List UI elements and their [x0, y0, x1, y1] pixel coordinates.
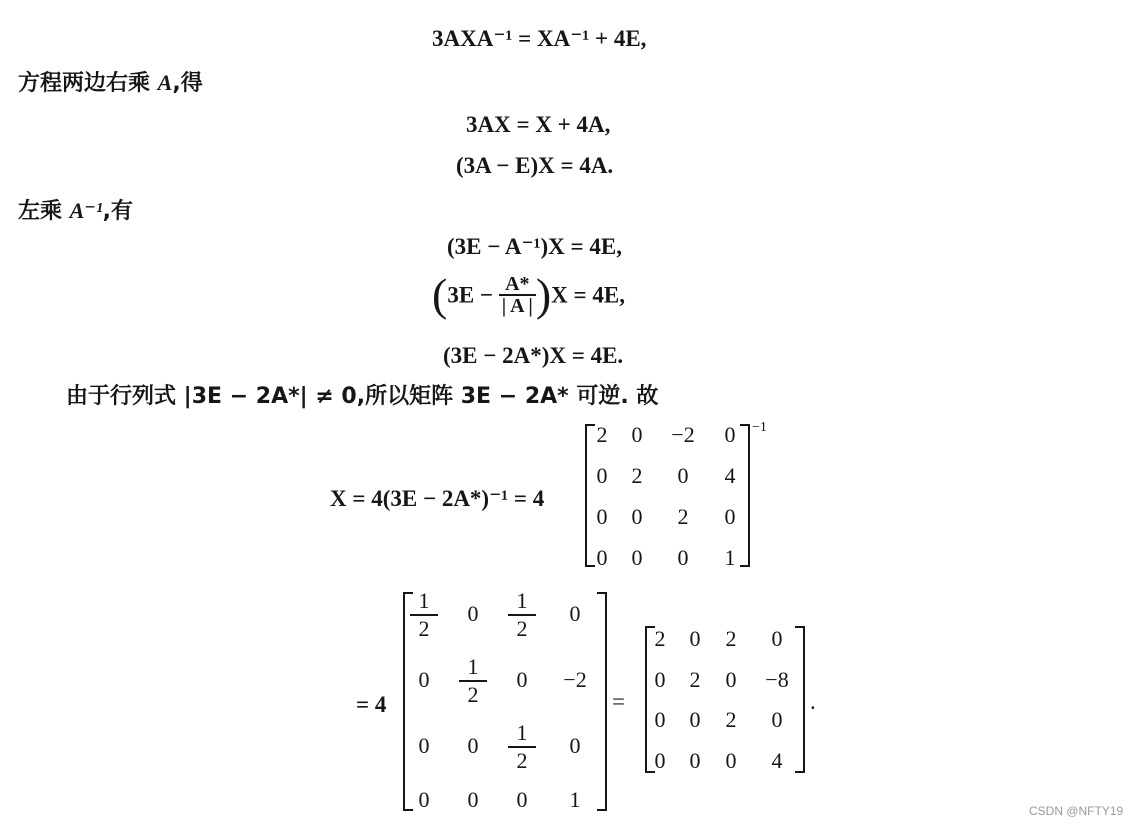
matrix-cell: −2: [671, 422, 695, 447]
fraction-numerator: 1: [516, 588, 528, 613]
matrix-cell: 0: [516, 787, 528, 812]
matrix-cell: 2: [631, 463, 643, 488]
matrix-fraction: [410, 590, 438, 640]
matrix-cell: 0: [654, 707, 666, 732]
matrix-cell: 0: [569, 601, 581, 626]
text2-suffix: ,有: [102, 199, 133, 224]
matrix-cell: −8: [765, 667, 789, 692]
equation-1-text: 3AXA⁻¹ = XA⁻¹ + 4E,: [432, 26, 647, 51]
matrix-cell: 0: [654, 748, 666, 773]
fraction-numerator: 1: [467, 654, 479, 679]
fraction-numerator: 1: [418, 588, 430, 613]
matrix-cell: 0: [631, 504, 643, 529]
matrix-1-exponent: [752, 420, 767, 436]
text-invertible: [66, 386, 658, 408]
matrix-cell: 0: [418, 787, 430, 812]
fraction-numerator: A*: [505, 273, 530, 295]
fraction-denominator: | A |: [499, 294, 536, 316]
matrix-cell: 0: [516, 667, 528, 692]
matrix-cell: 0: [654, 667, 666, 692]
matrix-cell: 0: [725, 748, 737, 773]
matrix-cell: 0: [596, 504, 608, 529]
matrix-fraction: [508, 590, 536, 640]
equation-4-text: (3E − A⁻¹)X = 4E,: [447, 234, 622, 259]
text1-suffix: ,得: [172, 71, 203, 96]
equation-7-text: X = 4(3E − 2A*)⁻¹ = 4: [330, 486, 545, 511]
equation-7-lhs: [330, 487, 544, 510]
text-right-multiply: [18, 72, 203, 95]
close-paren: ): [535, 269, 552, 320]
equation-8-mid: [612, 690, 625, 713]
equation-8-equals: =: [612, 689, 625, 714]
matrix-cell: 2: [654, 626, 666, 651]
equation-2: [466, 113, 610, 136]
matrix-cell: 0: [724, 422, 736, 447]
matrix-2-right-bracket: [597, 592, 607, 811]
equation-3: [456, 154, 613, 177]
equation-1: [432, 27, 646, 50]
matrix-cell: 2: [725, 707, 737, 732]
matrix-fraction: [508, 722, 536, 772]
fraction-denominator: 2: [410, 614, 438, 640]
matrix-cell: 0: [418, 667, 430, 692]
matrix-cell: 0: [724, 504, 736, 529]
matrix-cell: 1: [724, 545, 736, 570]
matrix-1: [585, 422, 750, 570]
matrix-cell: 2: [596, 422, 608, 447]
text3-content: 由于行列式 |3E − 2A*| ≠ 0,所以矩阵 3E − 2A* 可逆. 故: [66, 384, 659, 409]
matrix-cell: 0: [725, 667, 737, 692]
matrix-cell: 0: [467, 733, 479, 758]
matrix-cell: 0: [418, 733, 430, 758]
matrix-cell: 1: [569, 787, 581, 812]
matrix-cell: 0: [631, 545, 643, 570]
watermark: [1029, 804, 1123, 818]
text1-prefix: 方程两边右乘: [18, 71, 158, 96]
matrix-cell: 0: [467, 601, 479, 626]
text2-prefix: 左乘: [18, 199, 70, 224]
equation-6: [443, 344, 623, 367]
matrix-3: [645, 626, 805, 773]
equation-6-text: (3E − 2A*)X = 4E.: [443, 343, 624, 368]
matrix-cell: 0: [569, 733, 581, 758]
matrix-2: [403, 588, 607, 812]
equation-5: [432, 269, 625, 320]
equation-8-text: = 4: [356, 692, 387, 717]
matrix-cell: 0: [677, 545, 689, 570]
matrix-cell: 4: [771, 748, 783, 773]
equation-5-left: 3E −: [447, 282, 494, 308]
fraction-denominator: 2: [459, 680, 487, 706]
equation-8-end: [810, 690, 816, 713]
matrix-cell: 2: [689, 667, 701, 692]
matrix-cell: 0: [596, 545, 608, 570]
matrix-cell: 0: [771, 707, 783, 732]
matrix-cell: −2: [563, 667, 587, 692]
watermark-text: CSDN @NFTY19: [1029, 804, 1124, 818]
matrix-cell: 4: [724, 463, 736, 488]
matrix-cell: 2: [725, 626, 737, 651]
equation-5-right: X = 4E,: [551, 282, 625, 308]
equation-8-lhs: [356, 693, 386, 716]
equation-4: [447, 235, 622, 258]
equation-3-text: (3A − E)X = 4A.: [456, 153, 614, 178]
matrix-cell: 0: [771, 626, 783, 651]
matrix-cell: 2: [677, 504, 689, 529]
fraction-adj-over-det: [499, 274, 536, 316]
matrix-cell: 0: [596, 463, 608, 488]
matrix-cell: 0: [467, 787, 479, 812]
text2-var: A⁻¹: [69, 198, 103, 223]
text-left-multiply: [18, 200, 133, 223]
fraction-numerator: 1: [516, 720, 528, 745]
matrix-cell: 0: [689, 707, 701, 732]
open-paren: (: [432, 269, 448, 320]
text1-var: A: [157, 70, 173, 95]
matrix-cell: 0: [689, 626, 701, 651]
fraction-denominator: 2: [508, 746, 536, 772]
equation-8-period: .: [810, 689, 816, 714]
matrix-1-exponent-text: −1: [752, 420, 767, 435]
matrix-cell: 0: [631, 422, 643, 447]
equation-2-text: 3AX = X + 4A,: [466, 112, 611, 137]
matrix-fraction: [459, 656, 487, 706]
fraction-denominator: 2: [508, 614, 536, 640]
matrix-cell: 0: [677, 463, 689, 488]
matrix-cell: 0: [689, 748, 701, 773]
